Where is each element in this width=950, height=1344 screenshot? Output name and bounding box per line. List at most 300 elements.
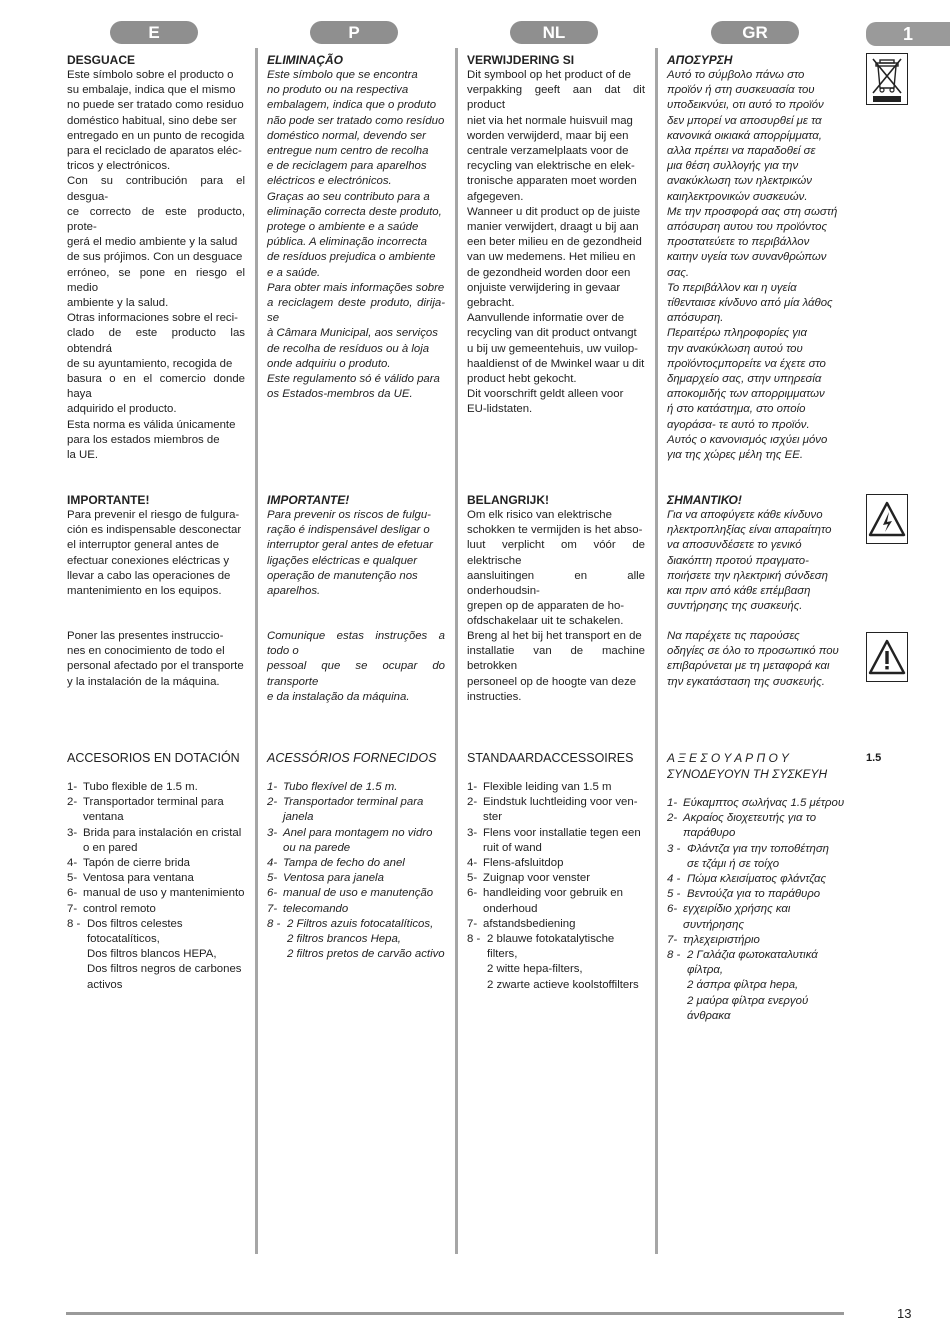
text-line: el interruptor general antes de: [67, 539, 219, 552]
text-line: σας.: [667, 266, 690, 279]
accessory-item-line: τηλεχειριστήριο: [683, 933, 760, 946]
text-line: doméstico habitual, sino debe ser: [67, 114, 237, 127]
text-line: de resíduos prejudica o ambiente: [267, 251, 436, 264]
text-line: Για να αποφύγετε κάθε κίνδυνο: [667, 509, 823, 521]
text-line: Con su contribución para el desgua-: [67, 175, 245, 203]
accessory-item: [467, 871, 647, 886]
accessory-item: [267, 795, 447, 825]
text-line: centrale verzamelplaats voor de: [467, 145, 629, 158]
instructions-text-es: [67, 629, 245, 690]
text-line: su embalaje, indica que el mismo: [67, 84, 236, 97]
accessory-item: [267, 886, 447, 901]
accessory-item-line: Βεντούζα για το παράθυρο: [687, 888, 821, 901]
text-line: nes en conocimiento de todo el: [67, 645, 225, 658]
accessory-item-line: Transportador terminal para: [283, 796, 424, 809]
text-line: product hebt gekocht.: [467, 373, 577, 386]
accessory-item-number: 3-: [67, 826, 78, 839]
accessory-item: [467, 780, 647, 795]
text-line: interruptor geral antes de efetuar: [267, 539, 433, 552]
text-line: een beter milieu en de gezondheid: [467, 236, 642, 249]
accessory-item-text: [83, 871, 247, 886]
accessory-item-line: 2 Filtros azuis fotocatalíticos,: [287, 917, 434, 930]
accessory-item-text: [687, 948, 847, 1024]
accessory-item-line: Dos filtros celestes: [87, 917, 183, 930]
accessory-item-line: Brida para instalación en cristal: [83, 826, 242, 839]
text-line: pessoal que se ocupar do transporte: [267, 660, 445, 688]
accessories-nl: [467, 750, 647, 993]
accessory-item-text: [87, 917, 247, 993]
accessory-item-line: 2 blauwe fotokatalytische filters,: [487, 933, 615, 961]
accessory-item-line: fotocatalíticos,: [87, 933, 160, 946]
accessory-item-number: 4 -: [667, 873, 681, 886]
accessory-item-number: 6-: [67, 887, 78, 900]
text-line: no puede ser tratado como residuo: [67, 99, 244, 112]
accessory-item-text: [283, 886, 447, 901]
accessory-item: [267, 902, 447, 917]
accessory-item-text: [83, 780, 247, 795]
text-line: ηλεκτροπληξίας είναι απαραίτητο: [667, 524, 832, 537]
text-line: υποδεικνύει, οτι αυτό το προϊόν: [667, 99, 824, 112]
accessory-item-number: 2-: [467, 796, 478, 809]
text-line: ανακύκλωση των ηλεκτρικών: [667, 175, 812, 188]
text-line: tricos y electrónicos.: [67, 160, 171, 173]
text-line: eléctricos e electrónicos.: [267, 175, 392, 188]
text-line: αγοράσα- τε αυτό το προϊόν.: [667, 418, 810, 431]
accessory-item-line: Dos filtros blancos HEPA,: [87, 948, 217, 961]
text-line: worden verwijderd, maar bij een: [467, 129, 629, 142]
accessory-item-number: 5-: [67, 872, 78, 885]
accessory-item-number: 5 -: [667, 888, 681, 901]
column-divider: [255, 48, 258, 1254]
accessory-item-line: εγχειρίδιο χρήσης και: [683, 903, 791, 916]
accessory-item-line: Ventosa para ventana: [83, 872, 194, 885]
accessory-item-number: 6-: [267, 887, 278, 900]
accessory-item-number: 2-: [267, 796, 278, 809]
accessory-item: [667, 796, 847, 811]
accessory-item: [67, 780, 247, 795]
accessory-item-line: manual de uso e manutenção: [283, 887, 434, 900]
text-line: doméstico normal, devendo ser: [267, 129, 426, 142]
text-line: και πριν από κάθε επέμβαση: [667, 585, 811, 598]
lang-tab-p: P: [310, 21, 398, 44]
accessory-item-number: 4-: [67, 857, 78, 870]
accessory-item: [67, 826, 247, 856]
accessory-item: [667, 887, 847, 902]
accessory-item-line: 2 zwarte actieve koolstoffilters: [487, 978, 639, 991]
accessory-item-number: 4-: [267, 857, 278, 870]
accessory-item-line: afstandsbediening: [483, 917, 576, 930]
text-line: οδηγίες σε όλο το προσωπικό που: [667, 645, 839, 658]
accessory-item: [467, 856, 647, 871]
text-line: adquirido el producto.: [67, 403, 177, 416]
disposal-text-nl: [467, 52, 645, 418]
accessory-item-number: 4-: [467, 857, 478, 870]
text-line: llevar a cabo las operaciones de: [67, 569, 231, 582]
text-line: απόσυρση.: [667, 312, 724, 325]
text-line: ή στο κατάστημα, στο οποίο: [667, 403, 806, 416]
disposal-text-gr: [667, 52, 845, 463]
important-text-gr: [667, 492, 845, 614]
text-line: προϊόντοςμπορείτε να έχετε στο: [667, 357, 826, 370]
accessory-item-number: 3 -: [667, 842, 681, 855]
text-line: de sus prójimos. Con un desguace: [67, 251, 243, 264]
accessory-item: [267, 917, 447, 963]
text-line: αποκομιδής των απορριμματων: [667, 388, 825, 401]
text-line: de su ayuntamiento, recogida de: [67, 357, 233, 370]
text-line: a reciclagem deste produto, dirija-se: [267, 297, 445, 325]
accessory-item-number: 2-: [667, 812, 678, 825]
accessory-item-line: handleiding voor gebruik en: [483, 887, 623, 900]
accessory-item-number: 7-: [267, 902, 278, 915]
accessory-item-line: o en pared: [83, 841, 138, 854]
accessory-item: [467, 917, 647, 932]
text-line: onjuiste verwijdering in gevaar: [467, 281, 621, 294]
text-line: Este símbolo que se encontra: [267, 69, 418, 81]
accessory-item-text: [483, 917, 647, 932]
chapter-tab: 1: [866, 22, 950, 46]
accessory-item: [667, 872, 847, 887]
lang-tab-gr: GR: [711, 21, 799, 44]
crossed-bin-icon: [866, 53, 908, 105]
accessory-item-line: Flens voor installatie tegen een: [483, 826, 641, 839]
accessory-item-text: [483, 780, 647, 795]
accessory-item-text: [683, 796, 847, 811]
text-line: Dit voorschrift geldt alleen voor: [467, 388, 624, 401]
text-line: la UE.: [67, 449, 99, 462]
accessory-item-line: Ventosa para janela: [283, 872, 384, 885]
accessory-item-text: [683, 811, 847, 841]
text-line: ambiente y la salud.: [67, 297, 169, 310]
text-line: manier verwijdert, draagt u bij aan: [467, 221, 639, 234]
text-line: Comunique estas instruções a todo o: [267, 630, 445, 658]
lang-tab-nl: NL: [510, 21, 598, 44]
accessory-item: [67, 917, 247, 993]
text-line: eliminação correcta deste produto,: [267, 205, 442, 218]
text-line: schokken te vermijden is het abso-: [467, 524, 643, 537]
accessory-item-text: [687, 887, 847, 902]
text-line: luut verplicht om vóór de elektrische: [467, 539, 645, 567]
accessory-item-line: Εύκαμπτος σωλήνας 1.5 μέτρου: [683, 797, 845, 809]
accessory-item-number: 7-: [467, 917, 478, 930]
text-line: personeel op de hoogte van deze: [467, 675, 637, 688]
accessory-item: [67, 871, 247, 886]
accessory-item-line: Πώμα κλεισίματος φλάντζας: [687, 873, 827, 886]
text-line: personal afectado por el transporte: [67, 660, 244, 673]
accessory-item-line: παράθυρο: [683, 827, 736, 840]
accessories-es: [67, 750, 247, 993]
text-line: Otras informaciones sobre el reci-: [67, 312, 238, 325]
text-line: efectuar conexiones eléctricas y: [67, 554, 230, 567]
accessory-item-text: [283, 871, 447, 886]
accessory-item: [267, 871, 447, 886]
disposal-heading-nl: VERWIJDERING SI: [467, 53, 575, 67]
accessory-item-line: Transportador terminal para: [83, 796, 224, 809]
warning-icon: [866, 632, 908, 682]
text-line: Para obter mais informações sobre: [267, 281, 445, 294]
text-line: Αυτό το σύμβολο πάνω στο: [667, 69, 805, 81]
text-line: instructies.: [467, 690, 522, 703]
accessory-item-number: 6-: [467, 887, 478, 900]
accessory-item: [467, 886, 647, 916]
text-line: clado de este producto las obtendrá: [67, 327, 245, 355]
text-line: van uw medemens. Het milieu en: [467, 251, 636, 264]
text-line: Para prevenir os riscos de fulgu-: [267, 509, 431, 521]
accessory-item: [67, 902, 247, 917]
accessory-item-number: 8 -: [667, 949, 681, 962]
accessory-item: [467, 795, 647, 825]
text-line: afgegeven.: [467, 190, 524, 203]
text-line: μια θέση συλλογής για την: [667, 160, 799, 173]
text-line: de recolha de resíduos ou à loja: [267, 342, 430, 355]
accessory-item-text: [483, 826, 647, 856]
accessory-item-line: Flexible leiding van 1.5 m: [483, 781, 612, 793]
accessories-heading-nl: STANDAARDACCESSOIRES: [467, 751, 634, 765]
text-line: Αυτός ο κανονισμός ισχύει μόνο: [667, 433, 828, 446]
accessory-item: [667, 842, 847, 872]
accessory-item-line: manual de uso y mantenimiento: [83, 887, 245, 900]
important-text-es: [67, 492, 245, 599]
accessory-item-line: άνθρακα: [687, 1009, 731, 1022]
text-line: niet via het normale huisvuil mag: [467, 114, 633, 127]
text-line: δημαρχείο σας, στην υπηρεσία: [667, 373, 822, 386]
text-line: grepen op de apparaten de ho-: [467, 600, 625, 613]
text-line: mantenimiento en los equipos.: [67, 585, 222, 598]
text-line: tronische apparaten moet worden: [467, 175, 637, 188]
accessory-item: [667, 902, 847, 932]
accessory-item-line: ou na parede: [283, 841, 351, 854]
text-line: basura o en el comercio donde haya: [67, 373, 245, 401]
text-line: κανονικά οικιακά απορρίμματα,: [667, 129, 822, 142]
accessory-item-text: [83, 902, 247, 917]
text-line: gebracht.: [467, 297, 515, 310]
accessory-item-line: onderhoud: [483, 902, 538, 915]
disposal-heading-es: DESGUACE: [67, 53, 136, 67]
disposal-text-es: [67, 52, 245, 463]
text-line: προστατεύετε το περιβάλλον: [667, 236, 810, 249]
disposal-heading-pt: ELIMINAÇÃO: [267, 53, 343, 67]
accessories-pt: [267, 750, 447, 962]
text-line: à Câmara Municipal, aos serviços: [267, 327, 438, 340]
text-line: για της χώρες μέλη της ΕΕ.: [667, 449, 803, 462]
electric-hazard-icon: [866, 494, 908, 544]
column-divider: [455, 48, 458, 1254]
text-line: την εγκατάσταση της συσκευής.: [667, 675, 825, 688]
accessory-item-text: [483, 856, 647, 871]
accessory-item: [267, 826, 447, 856]
text-line: Graças ao seu contributo para a: [267, 190, 430, 203]
accessory-item-number: 5-: [467, 872, 478, 885]
text-line: aansluitingen en alle onderhoudsin-: [467, 569, 645, 598]
text-line: δεν μπορεί να αποσυρθεί με τα: [667, 114, 822, 127]
accessory-item-line: 2 Γαλάζια φωτοκαταλυτικά: [687, 949, 818, 962]
accessory-item: [467, 826, 647, 856]
accessory-item-line: 2 witte hepa-filters,: [487, 963, 583, 976]
text-line: pública. A eliminação incorrecta: [267, 236, 427, 249]
text-line: installatie van de machine betrokken: [467, 645, 645, 673]
accessory-item-number: 8 -: [67, 917, 81, 930]
text-line: ração é indispensável desligar o: [267, 524, 430, 537]
text-line: não pode ser tratado como resíduo: [267, 114, 445, 127]
text-line: ποιήσετε την ηλεκτρική σύνδεση: [667, 569, 828, 582]
lang-tab-e: E: [110, 21, 198, 44]
accessory-item-number: 7-: [667, 933, 678, 946]
footer-rule: [66, 1312, 844, 1315]
accessory-item-line: 2 μαύρα φίλτρα ενεργού: [687, 994, 809, 1007]
accessory-item-text: [487, 932, 647, 993]
text-line: Este regulamento só é válido para: [267, 373, 440, 386]
text-line: para los estados miembros de: [67, 433, 220, 446]
text-line: Να παρέχετε τις παρούσες: [667, 630, 800, 642]
text-line: y la instalación de la máquina.: [67, 675, 220, 688]
text-line: e a saúde.: [267, 266, 321, 279]
text-line: aparelhos.: [267, 585, 321, 598]
text-line: προϊόν ή στη συσκευασία του: [667, 84, 815, 97]
accessory-item-line: 2 άσπρα φίλτρα hepa,: [687, 979, 799, 992]
accessory-item-text: [287, 917, 447, 963]
accessory-item-line: ventana: [83, 811, 124, 824]
instructions-text-nl: [467, 629, 645, 705]
accessory-item-number: 7-: [67, 902, 78, 915]
text-line: Poner las presentes instruccio-: [67, 630, 224, 642]
accessories-heading-gr: [667, 750, 847, 782]
text-line: verpakking geeft aan dat dit product: [467, 84, 645, 112]
text-line: ligações eléctricas e qualquer: [267, 554, 418, 567]
accessories-heading-pt: ACESSÓRIOS FORNECIDOS: [267, 751, 437, 765]
accessory-item-number: 1-: [667, 797, 678, 809]
text-line: Wanneer u dit product op de juiste: [467, 205, 641, 218]
accessory-item-line: telecomando: [283, 902, 349, 915]
text-line: ofdschakelaar uit te schakelen.: [467, 615, 624, 628]
accessory-item-text: [83, 826, 247, 856]
accessory-item-text: [83, 886, 247, 901]
text-line: επιβαρύνεται με τη μεταφορά και: [667, 660, 830, 673]
text-line: Esta norma es válida únicamente: [67, 418, 236, 431]
text-line: entregado en un punto de recogida: [67, 129, 245, 142]
column-divider: [655, 48, 658, 1254]
accessory-item: [67, 856, 247, 871]
text-line: Με την προσφορά σας στη σωστή: [667, 205, 838, 218]
text-line: recycling van elektrische en elek-: [467, 160, 635, 173]
text-line: να αποσυνδέσετε το γενικό: [667, 539, 802, 552]
accessory-item-line: Eindstuk luchtleiding voor ven-: [483, 796, 638, 809]
text-line: Dit symbool op het product of de: [467, 69, 631, 81]
text-line: entregue num centro de recolha: [267, 145, 429, 158]
instructions-text-gr: [667, 629, 845, 690]
accessory-item-text: [83, 856, 247, 871]
accessory-item-text: [283, 780, 447, 795]
text-line: os Estados-membros da UE.: [267, 388, 413, 401]
text-line: διακόπτη προτού πραγματο-: [667, 554, 809, 567]
accessory-item-number: 8 -: [467, 933, 481, 946]
text-line: Om elk risico van elektrische: [467, 509, 612, 521]
important-text-nl: [467, 492, 645, 630]
accessory-item: [467, 932, 647, 993]
accessories-gr: [667, 750, 847, 1024]
text-line: de gezondheid worden door een: [467, 266, 631, 279]
accessory-item-line: 2 filtros brancos Hepa,: [287, 933, 401, 946]
accessory-item-line: Anel para montagem no vidro: [283, 826, 433, 839]
accessories-heading-line: ΣΥΝΟΔΕΥΟΥΝ ΤΗ ΣΥΣΚΕΥΗ: [667, 767, 828, 781]
text-line: Περαιτέρω πληροφορίες για: [667, 327, 808, 340]
text-line: u bij uw gemeentehuis, uw vuilop-: [467, 342, 638, 355]
accessory-item-line: Φλάντζα για την τοποθέτηση: [687, 842, 830, 855]
accessory-item-text: [687, 872, 847, 887]
text-line: haaldienst of de Mwinkel waar u dit: [467, 357, 645, 370]
important-heading-gr: ΣΗΜΑΝΤΙΚΟ!: [667, 493, 742, 507]
accessory-item-text: [283, 826, 447, 856]
accessory-item-line: Tubo flexible de 1.5 m.: [83, 781, 198, 793]
text-line: EU-lidstaten.: [467, 403, 533, 416]
accessory-item-line: Tampa de fecho do anel: [283, 857, 405, 870]
text-line: Para prevenir el riesgo de fulgura-: [67, 509, 240, 521]
accessory-item-line: συντήρησης: [683, 918, 744, 931]
accessory-item-text: [483, 795, 647, 825]
accessories-heading-line: Α Ξ Ε Σ Ο Υ Α Ρ Π Ο Υ: [667, 751, 789, 765]
text-line: e da instalação da máquina.: [267, 690, 410, 703]
accessory-item-number: 1-: [267, 781, 278, 793]
important-heading-nl: BELANGRIJK!: [467, 493, 550, 507]
accessory-item-number: 1-: [67, 781, 78, 793]
text-line: Breng al het bij het transport en de: [467, 630, 642, 642]
accessory-item: [267, 856, 447, 871]
accessory-item-line: ster: [483, 811, 502, 824]
accessory-item: [267, 780, 447, 795]
accessory-item-line: Flens-afsluitdop: [483, 857, 564, 870]
accessory-item: [667, 933, 847, 948]
text-line: συντήρησης της συσκευής.: [667, 600, 803, 613]
accessory-item-line: ruit of wand: [483, 841, 542, 854]
accessory-item: [667, 811, 847, 841]
accessory-item-line: 2 filtros pretos de carvão activo: [287, 948, 445, 961]
important-heading-pt: IMPORTANTE!: [267, 493, 350, 507]
text-line: την ανακύκλωση αυτού του: [667, 342, 803, 355]
text-line: onde adquiriu o produto.: [267, 357, 391, 370]
accessory-item-text: [483, 886, 647, 916]
accessory-item-line: Zuignap voor venster: [483, 872, 591, 885]
disposal-text-pt: [267, 52, 445, 402]
accessory-item-number: 3-: [467, 826, 478, 839]
important-heading-es: IMPORTANTE!: [67, 493, 150, 507]
text-line: embalagem, indica que o produto: [267, 99, 437, 112]
accessory-item-number: 6-: [667, 903, 678, 916]
accessory-item-line: Tapón de cierre brida: [83, 857, 191, 870]
accessory-item-number: 3-: [267, 826, 278, 839]
text-line: ción es indispensable desconectar: [67, 524, 242, 537]
accessory-item-line: Tubo flexível de 1.5 m.: [283, 781, 398, 793]
accessory-item-text: [483, 871, 647, 886]
page-number: 13: [897, 1306, 912, 1321]
accessory-item-line: control remoto: [83, 902, 156, 915]
accessory-item-line: φίλτρα,: [687, 964, 724, 977]
accessory-item-line: σε τζάμι ή σε τοίχο: [687, 857, 780, 870]
text-line: gerá el medio ambiente y la salud: [67, 236, 238, 249]
text-line: recycling van dit product ontvangt: [467, 327, 637, 340]
accessory-item: [67, 886, 247, 901]
important-text-pt: [267, 492, 445, 599]
accessory-item-text: [283, 902, 447, 917]
text-line: erróneo, se pone en riesgo el medio: [67, 266, 245, 294]
section-number: 1.5: [866, 752, 882, 764]
text-line: operação de manutenção nos: [267, 569, 418, 582]
accessory-item-text: [683, 902, 847, 932]
text-line: Este símbolo sobre el producto o: [67, 69, 234, 81]
accessory-item: [67, 795, 247, 825]
accessory-item-number: 2-: [67, 796, 78, 809]
text-line: ce correcto de este producto, prote-: [67, 205, 245, 234]
accessory-item-text: [83, 795, 247, 825]
accessory-item-line: Dos filtros negros de carbones: [87, 963, 242, 976]
accessory-item-text: [687, 842, 847, 872]
